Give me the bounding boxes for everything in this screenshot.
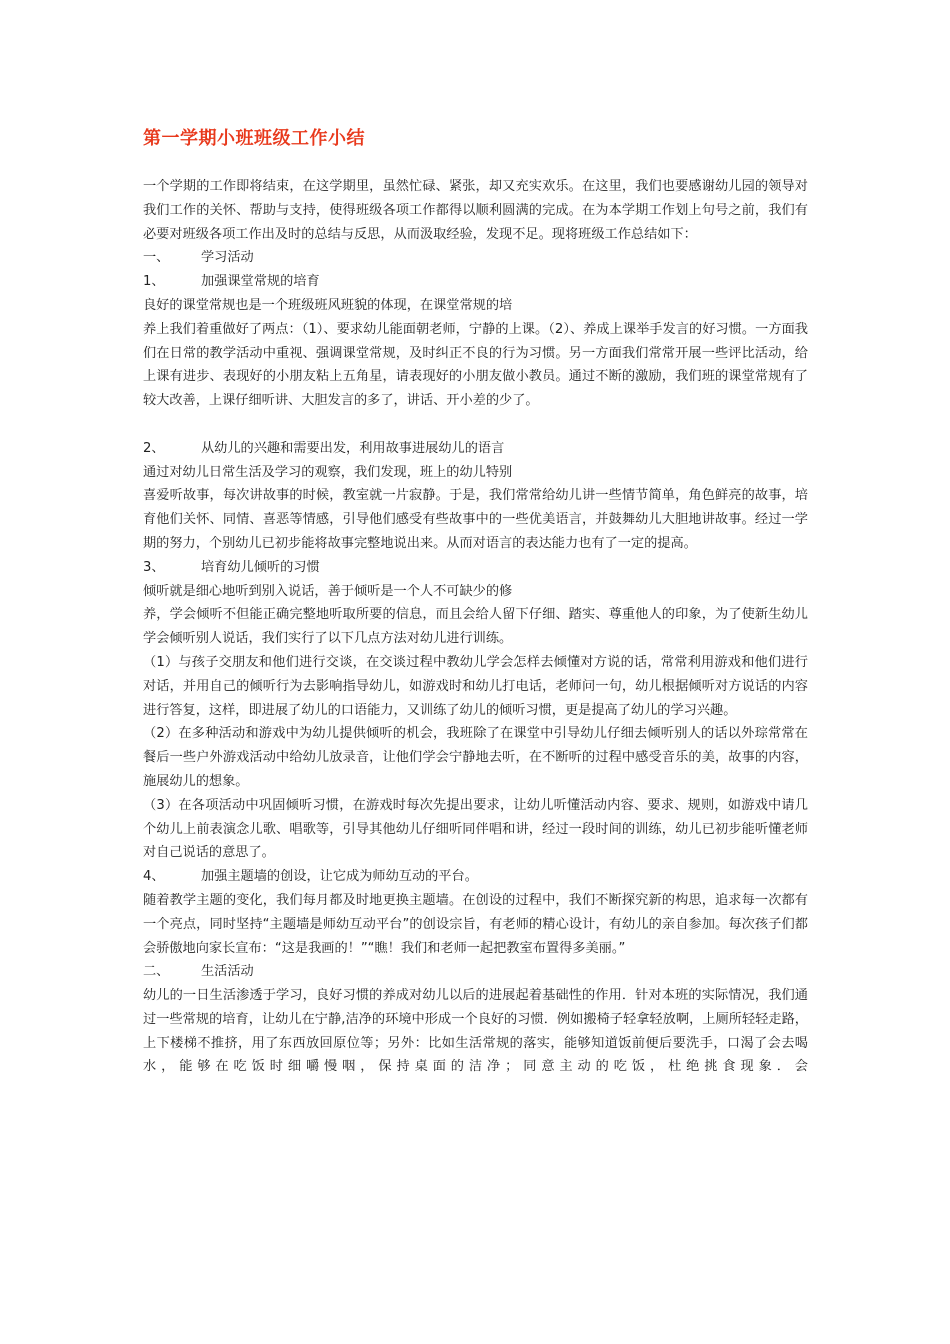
document-title: 第一学期小班班级工作小结 — [143, 128, 365, 149]
item3-sub-paragraph-3: （3）在各项活动中巩固倾听习惯，在游戏时每次先提出要求，让幼儿听懂活动内容、要求、规则，如游戏中请几个幼儿上前表演念儿歌、唱歌等，引导其他幼儿仔细听同伴唱和讲，经过一段时间的训练，幼儿已初步能听懂老师对自己说话的意思了。 — [143, 797, 808, 861]
item-title: 加强主题墙的创设，让它成为师幼互动的平台。 — [201, 869, 478, 885]
item-number: 4、 — [143, 869, 165, 885]
item3-paragraph: 养，学会倾听不但能正确完整地听取所要的信息，而且会给人留下仔细、踏实、尊重他人的印象，为了使新生幼儿学会倾听别人说话，我们实行了以下几点方法对幼儿进行训练。 — [143, 607, 808, 647]
item-title: 从幼儿的兴趣和需要出发，利用故事进展幼儿的语言 — [201, 440, 505, 456]
section-title: 学习活动 — [201, 250, 254, 266]
item2-first-line: 通过对幼儿日常生活及学习的观察，我们发现，班上的幼儿特别 — [143, 464, 513, 480]
section-heading-1 — [143, 246, 808, 270]
item-heading-2 — [143, 437, 808, 461]
item-number: 2、 — [143, 440, 165, 456]
section-number: 一、 — [143, 250, 170, 266]
item-heading-3 — [143, 556, 808, 580]
item1-first-line: 良好的课堂常规也是一个班级班风班貌的体现，在课堂常规的培 — [143, 297, 513, 313]
item1-paragraph: 养上我们着重做好了两点：（1）、要求幼儿能面朝老师，宁静的上课。（2）、养成上课举手发言的好习惯。一方面我们在日常的教学活动中重视、强调课堂常规，及时纠正不良的行为习惯。另一方面我们常常开展一些评比活动，给上课有进步、表现好的小朋友粘上五角星，请表现好的小朋友做小教员。通过不断的激励，我们班的课堂常规有了较大改善，上课仔细听讲、大胆发言的多了，讲话、开小差的少了。 — [143, 321, 808, 409]
section-title: 生活活动 — [201, 964, 254, 980]
item2-paragraph: 喜爱听故事，每次讲故事的时候，教室就一片寂静。于是，我们常常给幼儿讲一些情节简单，角色鲜亮的故事，培育他们关怀、同情、喜恶等情感，引导他们感受有些故事中的一些优美语言，并鼓舞幼儿大胆地讲故事。经过一学期的努力，个别幼儿已初步能将故事完整地说出来。从而对语言的表达能力也有了一定的提高。 — [143, 488, 808, 551]
section-heading-2 — [143, 960, 808, 984]
section-number: 二、 — [143, 964, 170, 980]
item3-sub-paragraph-2: （2）在多种活动和游戏中为幼儿提供倾听的机会，我班除了在课堂中引导幼儿仔细去倾听别人的话以外琮常常在餐后一些户外游戏活动中给幼儿放录音，让他们学会宁静地去听，在不断听的过程中感受音乐的美，故事的内容，施展幼儿的想象。 — [143, 726, 808, 789]
section2-paragraph: 幼儿的一日生活渗透于学习，良好习惯的养成对幼儿以后的进展起着基础性的作用．针对本班的实际情况，我们通过一些常规的培育，让幼儿在宁静,洁净的环境中形成一个良好的习惯．例如搬椅子轻拿轻放啊，上厕所轻轻走路，上下楼梯不推挤，用了东西放回原位等；另外：比如生活常规的落实，能够知道饭前便后要洗手，口渴了会去喝水，能够在吃饭时细嚼慢咽，保持桌面的洁净；同意主动的吃饭，杜绝挑食现象．会 — [143, 988, 808, 1075]
item4-paragraph: 随着教学主题的变化，我们每月都及时地更换主题墙。在创设的过程中，我们不断探究新的构思，追求每一次都有一个亮点，同时坚持“主题墙是师幼互动平台”的创设宗旨，有老师的精心设计，有幼儿的亲自参加。每次孩子们都会骄傲地向家长宣布：“这是我画的！”“瞧！我们和老师一起把教室布置得多美丽。” — [143, 892, 808, 956]
item-number: 1、 — [143, 274, 165, 290]
item3-first-line: 倾听就是细心地听到别入说话，善于倾听是一个人不可缺少的修 — [143, 583, 513, 599]
document-body — [143, 175, 808, 1079]
item3-sub-paragraph-1: （1）与孩子交朋友和他们进行交谈，在交谈过程中教幼儿学会怎样去倾懂对方说的话，常常利用游戏和他们进行对话，并用自己的倾听行为去影响指导幼儿，如游戏时和幼儿打电话，老师问一句，幼儿根据倾听对方说话的内容进行答复，这样，即进展了幼儿的口语能力，又训练了幼儿的倾听习惯，更是提高了幼儿的学习兴趣。 — [143, 654, 808, 718]
item-title: 培育幼儿倾听的习惯 — [201, 559, 320, 575]
intro-paragraph: 一个学期的工作即将结束，在这学期里，虽然忙碌、紧张，却又充实欢乐。在这里，我们也要感谢幼儿园的领导对我们工作的关怀、帮助与支持，使得班级各项工作都得以顺利圆满的完成。在为本学期工作划上句号之前，我们有必要对班级各项工作出及时的总结与反思，从而汲取经验，发现不足。现将班级工作总结如下： — [143, 179, 808, 242]
item-heading-4 — [143, 865, 808, 889]
item-heading-1 — [143, 270, 808, 294]
item-title: 加强课堂常规的培育 — [201, 274, 320, 290]
item-number: 3、 — [143, 559, 165, 575]
blank-line — [143, 413, 808, 437]
